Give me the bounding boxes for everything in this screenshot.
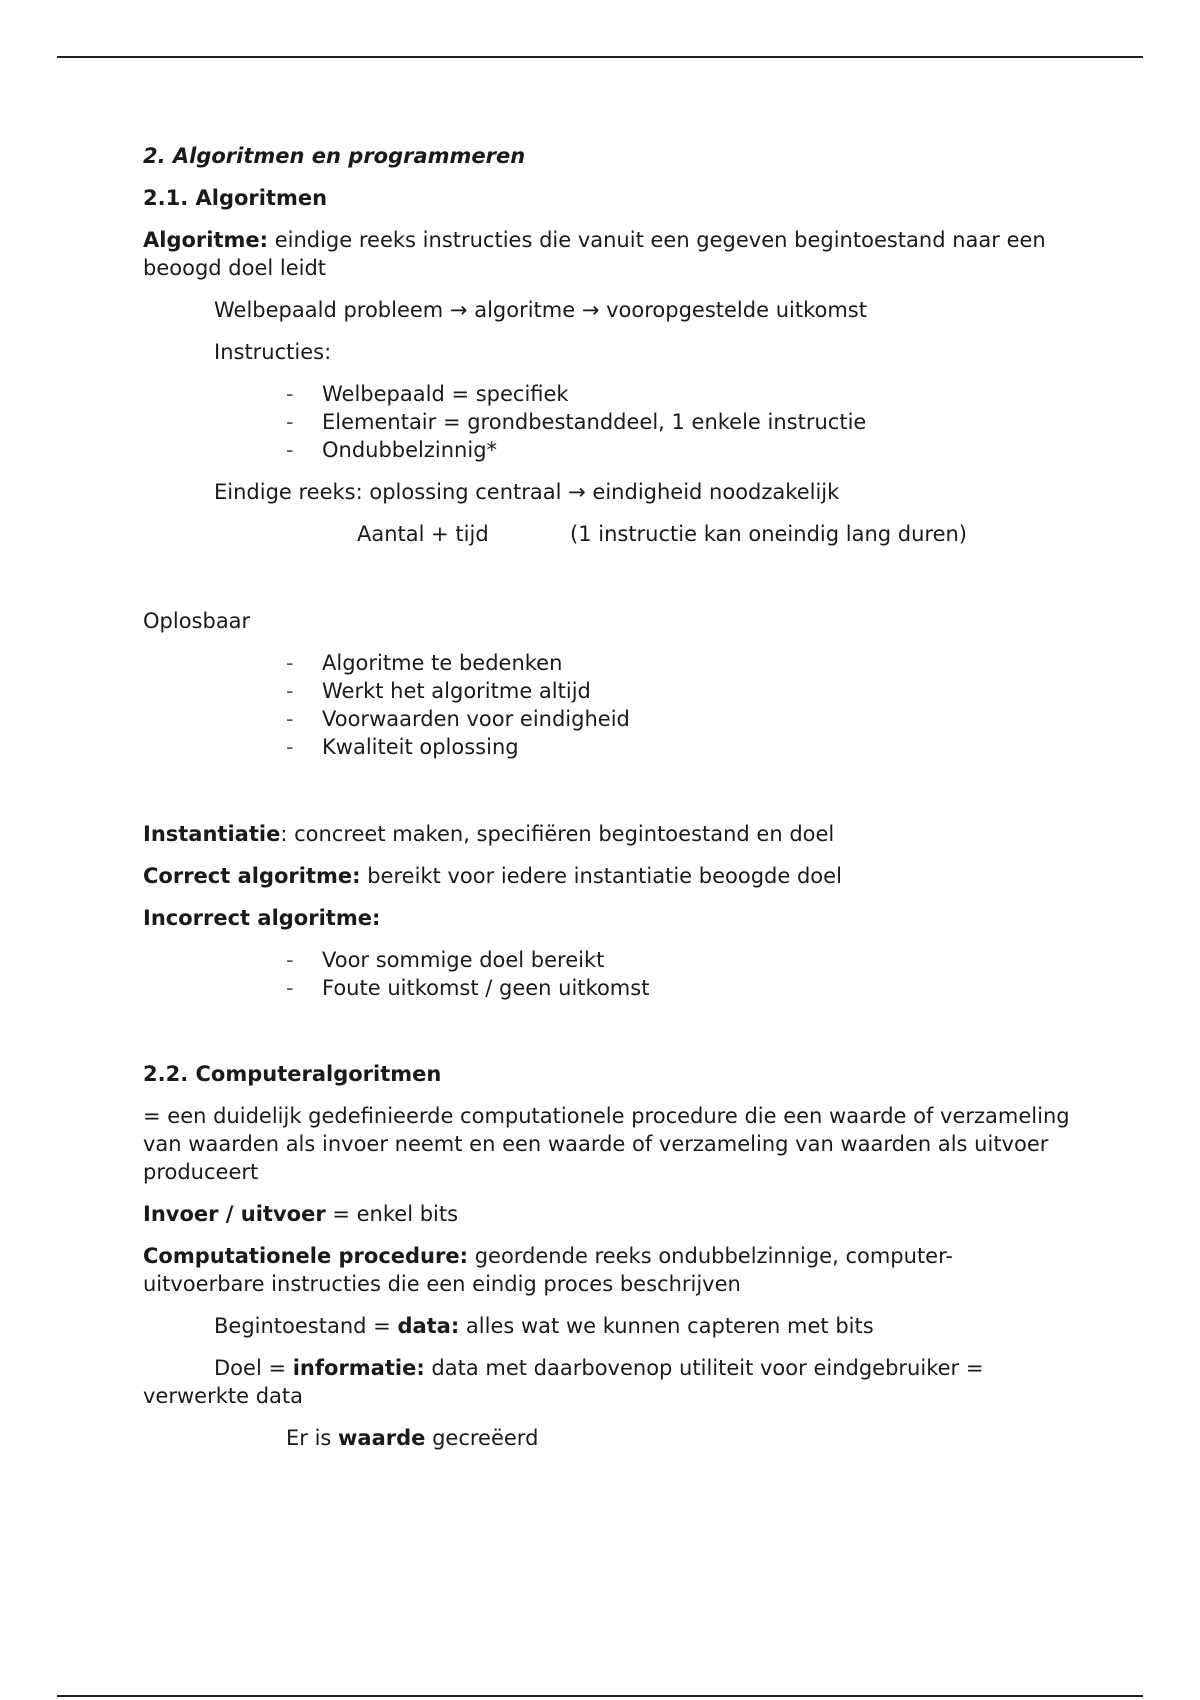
solvable-label: Oplosbaar — [143, 609, 251, 633]
solvable-list — [143, 649, 1073, 761]
list-item: - Foute uitkomst / geen uitkomst — [286, 974, 1073, 1002]
footer-rule — [57, 1695, 1143, 1697]
finite-line: Eindige reeks: oplossing centraal → eindigheid noodzakelijk — [214, 480, 840, 504]
flow-line: Welbepaald probleem → algoritme → vooropgestelde uitkomst — [214, 298, 867, 322]
instructions-list — [143, 380, 1073, 464]
algoritme-definition: Algoritme: eindige reeks instructies die vanuit een gegeven begintoestand naar een beoogd doel leidt — [143, 228, 1046, 280]
list-item: - Elementair = grondbestanddeel, 1 enkele instructie — [286, 408, 1073, 436]
instantiation-definition: Instantiatie: concreet maken, specifiëren begintoestand en doel — [143, 822, 835, 846]
list-item: - Voorwaarden voor eindigheid — [286, 705, 1073, 733]
begin-state-line: Begintoestand = data: alles wat we kunnen capteren met bits — [214, 1314, 874, 1338]
subsection-title-algoritmen: 2.1. Algoritmen — [143, 186, 328, 210]
list-item: - Werkt het algoritme altijd — [286, 677, 1073, 705]
term: Algoritme: — [143, 228, 269, 252]
instructions-label: Instructies: — [214, 340, 332, 364]
document-body — [143, 142, 1073, 1452]
subsection-title-computeralgoritmen: 2.2. Computeralgoritmen — [143, 1062, 442, 1086]
list-item: - Kwaliteit oplossing — [286, 733, 1073, 761]
computeralgoritme-definition: = een duidelijk gedefinieerde computationele procedure die een waarde of verzameling van waarden als invoer neemt en een waarde of verzameling van waarden als uitvoer produceert — [143, 1104, 1070, 1184]
procedure-definition: Computationele procedure: geordende reeks ondubbelzinnige, computer-uitvoerbare instructies die een eindig proces beschrijven — [143, 1244, 953, 1296]
list-item: - Ondubbelzinnig* — [286, 436, 1073, 464]
goal-line: Doel = informatie: data met daarbovenop utiliteit voor eindgebruiker = verwerkte data — [143, 1356, 984, 1408]
list-item: - Voor sommige doel bereikt — [286, 946, 1073, 974]
finite-detail: Aantal + tijd (1 instructie kan oneindig lang duren) — [357, 522, 967, 546]
value-line: Er is waarde gecreëerd — [286, 1426, 539, 1450]
io-definition: Invoer / uitvoer = enkel bits — [143, 1202, 459, 1226]
incorrect-list — [143, 946, 1073, 1002]
header-rule — [57, 56, 1143, 58]
correct-definition: Correct algoritme: bereikt voor iedere instantiatie beoogde doel — [143, 864, 842, 888]
section-title: 2. Algoritmen en programmeren — [143, 144, 526, 168]
list-item: - Algoritme te bedenken — [286, 649, 1073, 677]
list-item: - Welbepaald = specifiek — [286, 380, 1073, 408]
incorrect-label: Incorrect algoritme: — [143, 906, 381, 930]
